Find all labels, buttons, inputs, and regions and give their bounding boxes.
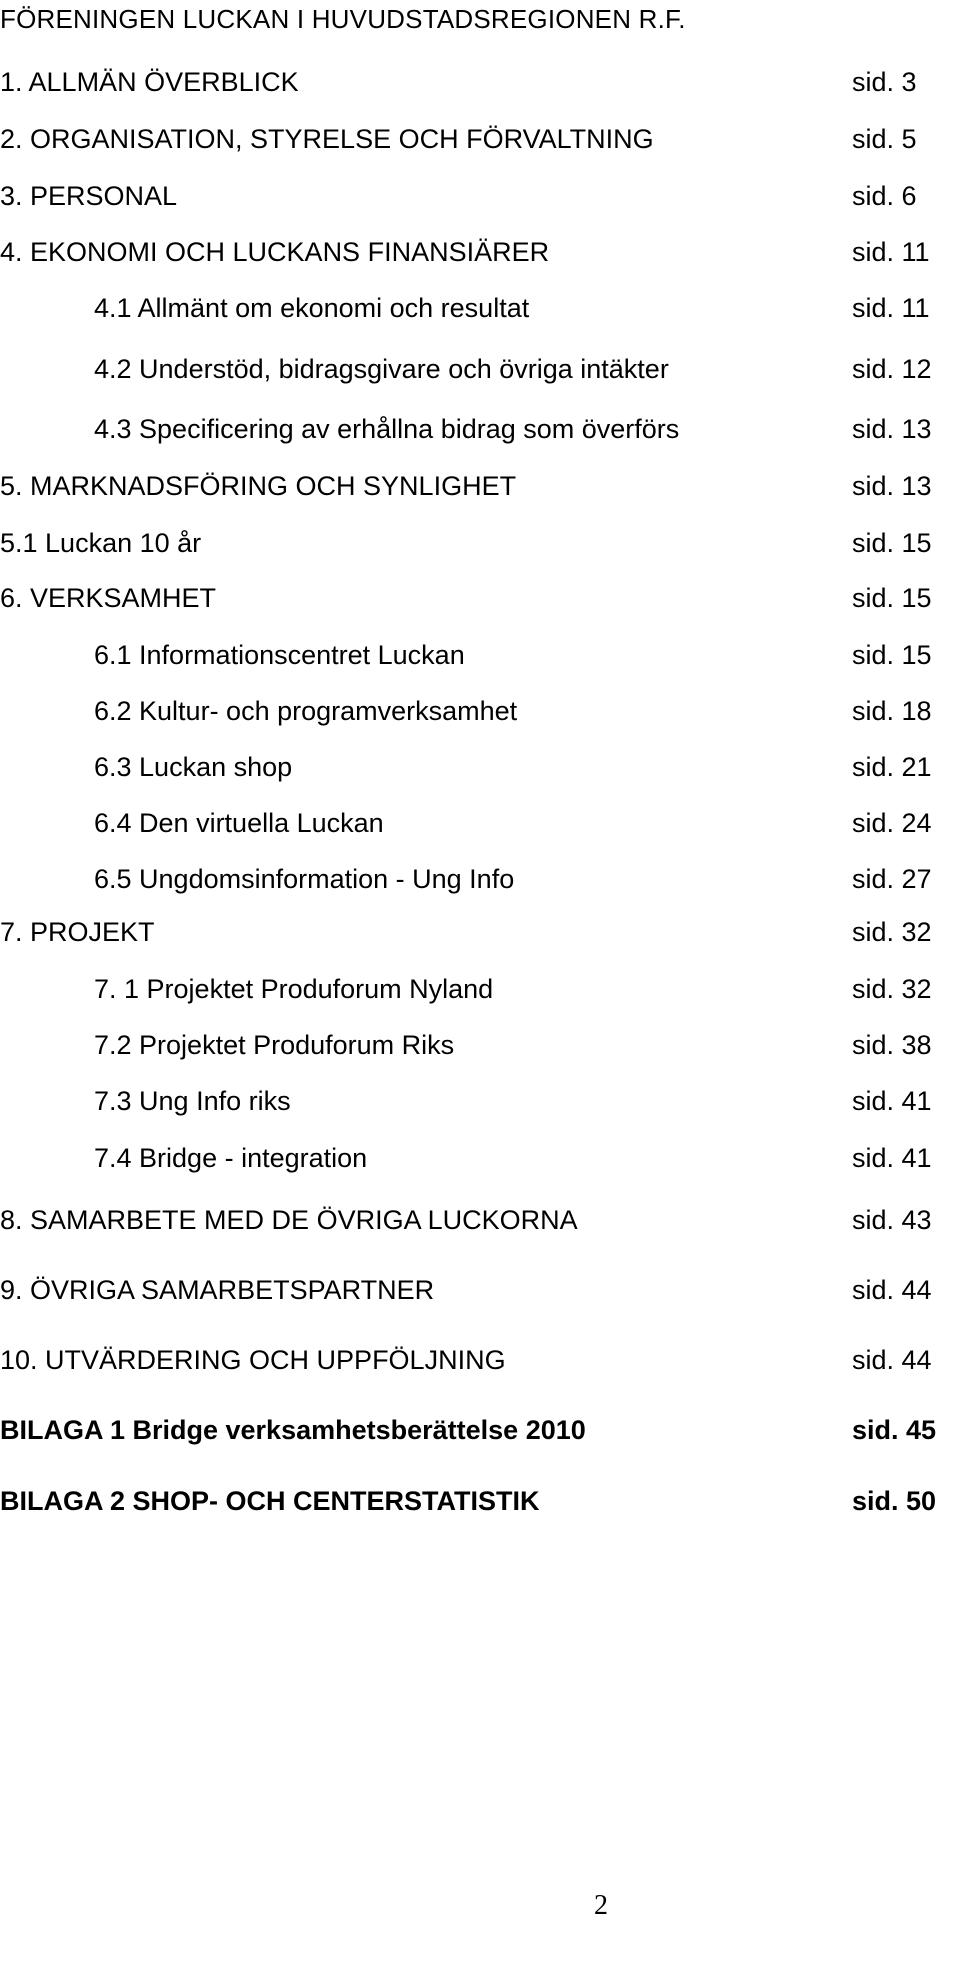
toc-page-ref: sid. 50 — [852, 1486, 937, 1516]
toc-entry-5 — [0, 469, 960, 503]
toc-entry-9 — [0, 1273, 960, 1307]
toc-entry-6-3 — [0, 750, 960, 784]
toc-label: 5.1 Luckan 10 år — [0, 528, 202, 558]
toc-entry-6 — [0, 581, 960, 615]
toc-page-ref: sid. 5 — [852, 124, 917, 154]
toc-entry-7-1 — [0, 972, 960, 1006]
toc-entry-7-2 — [0, 1028, 960, 1062]
toc-page-ref: sid. 24 — [852, 808, 932, 838]
toc-page-ref: sid. 6 — [852, 181, 917, 211]
toc-label: 4.2 Understöd, bidragsgivare och övriga intäkter — [94, 354, 669, 384]
toc-label: 4. EKONOMI OCH LUCKANS FINANSIÄRER — [0, 237, 550, 267]
toc-label: 6.2 Kultur- och programverksamhet — [94, 696, 518, 726]
toc-page-ref: sid. 11 — [852, 237, 930, 267]
page-number: 2 — [594, 1890, 608, 1921]
toc-entry-6-1 — [0, 638, 960, 672]
toc-page-ref: sid. 27 — [852, 864, 932, 894]
toc-entry-7 — [0, 915, 960, 949]
toc-page-ref: sid. 32 — [852, 917, 932, 947]
toc-page-ref: sid. 43 — [852, 1205, 932, 1235]
toc-page-ref: sid. 45 — [852, 1415, 937, 1445]
toc-entry-1 — [0, 65, 960, 99]
toc-label: 6.3 Luckan shop — [94, 752, 293, 782]
toc-label: 6.4 Den virtuella Luckan — [94, 808, 384, 838]
toc-page-ref: sid. 15 — [852, 528, 932, 558]
toc-label: 5. MARKNADSFÖRING OCH SYNLIGHET — [0, 471, 517, 501]
toc-entry-4-2 — [0, 352, 960, 386]
toc-label: BILAGA 1 Bridge verksamhetsberättelse 2010 — [0, 1415, 586, 1445]
toc-page-ref: sid. 41 — [852, 1143, 932, 1173]
toc-page-ref: sid. 15 — [852, 583, 932, 613]
toc-label: 6. VERKSAMHET — [0, 583, 217, 613]
toc-label: 9. ÖVRIGA SAMARBETSPARTNER — [0, 1275, 435, 1305]
toc-label: 3. PERSONAL — [0, 181, 178, 211]
toc-label: 7. PROJEKT — [0, 917, 155, 947]
toc-entry-10 — [0, 1343, 960, 1377]
toc-label: 4.1 Allmänt om ekonomi och resultat — [94, 293, 530, 323]
toc-entry-6-4 — [0, 806, 960, 840]
toc-page-ref: sid. 41 — [852, 1086, 932, 1116]
toc-page-ref: sid. 12 — [852, 354, 932, 384]
toc-entry-7-3 — [0, 1084, 960, 1118]
toc-entry-8 — [0, 1203, 960, 1237]
toc-label: 6.5 Ungdomsinformation - Ung Info — [94, 864, 515, 894]
toc-entry-6-2 — [0, 694, 960, 728]
toc-page-ref: sid. 18 — [852, 696, 932, 726]
toc-label: 2. ORGANISATION, STYRELSE OCH FÖRVALTNING — [0, 124, 654, 154]
org-title: FÖRENINGEN LUCKAN I HUVUDSTADSREGIONEN R.F. — [0, 4, 686, 34]
toc-page-ref: sid. 38 — [852, 1030, 932, 1060]
toc-label: 8. SAMARBETE MED DE ÖVRIGA LUCKORNA — [0, 1205, 578, 1235]
toc-label: 7.2 Projektet Produforum Riks — [94, 1030, 455, 1060]
toc-page-ref: sid. 3 — [852, 67, 917, 97]
toc-page-ref: sid. 44 — [852, 1275, 932, 1305]
toc-label: 6.1 Informationscentret Luckan — [94, 640, 465, 670]
toc-label: 4.3 Specificering av erhållna bidrag som överförs — [94, 414, 680, 444]
toc-page-ref: sid. 32 — [852, 974, 932, 1004]
toc-label: 1. ALLMÄN ÖVERBLICK — [0, 67, 299, 97]
toc-entry-4-3 — [0, 412, 960, 446]
toc-label: 7.4 Bridge - integration — [94, 1143, 368, 1173]
toc-page-ref: sid. 15 — [852, 640, 932, 670]
toc-page-ref: sid. 13 — [852, 414, 932, 444]
toc-entry-4 — [0, 235, 960, 269]
toc-entry-appendix-1 — [0, 1413, 960, 1447]
toc-label: 10. UTVÄRDERING OCH UPPFÖLJNING — [0, 1345, 506, 1375]
toc-entry-4-1 — [0, 291, 960, 325]
toc-page-ref: sid. 13 — [852, 471, 932, 501]
toc-page-ref: sid. 44 — [852, 1345, 932, 1375]
toc-entry-appendix-2 — [0, 1484, 960, 1518]
toc-label: 7.3 Ung Info riks — [94, 1086, 291, 1116]
toc-entry-7-4 — [0, 1141, 960, 1175]
toc-entry-6-5 — [0, 862, 960, 896]
toc-entry-3 — [0, 179, 960, 213]
toc-entry-5-1 — [0, 526, 960, 560]
toc-page-ref: sid. 11 — [852, 293, 930, 323]
toc-label: BILAGA 2 SHOP- OCH CENTERSTATISTIK — [0, 1486, 540, 1516]
toc-entry-2 — [0, 122, 960, 156]
toc-page-ref: sid. 21 — [852, 752, 932, 782]
toc-label: 7. 1 Projektet Produforum Nyland — [94, 974, 494, 1004]
